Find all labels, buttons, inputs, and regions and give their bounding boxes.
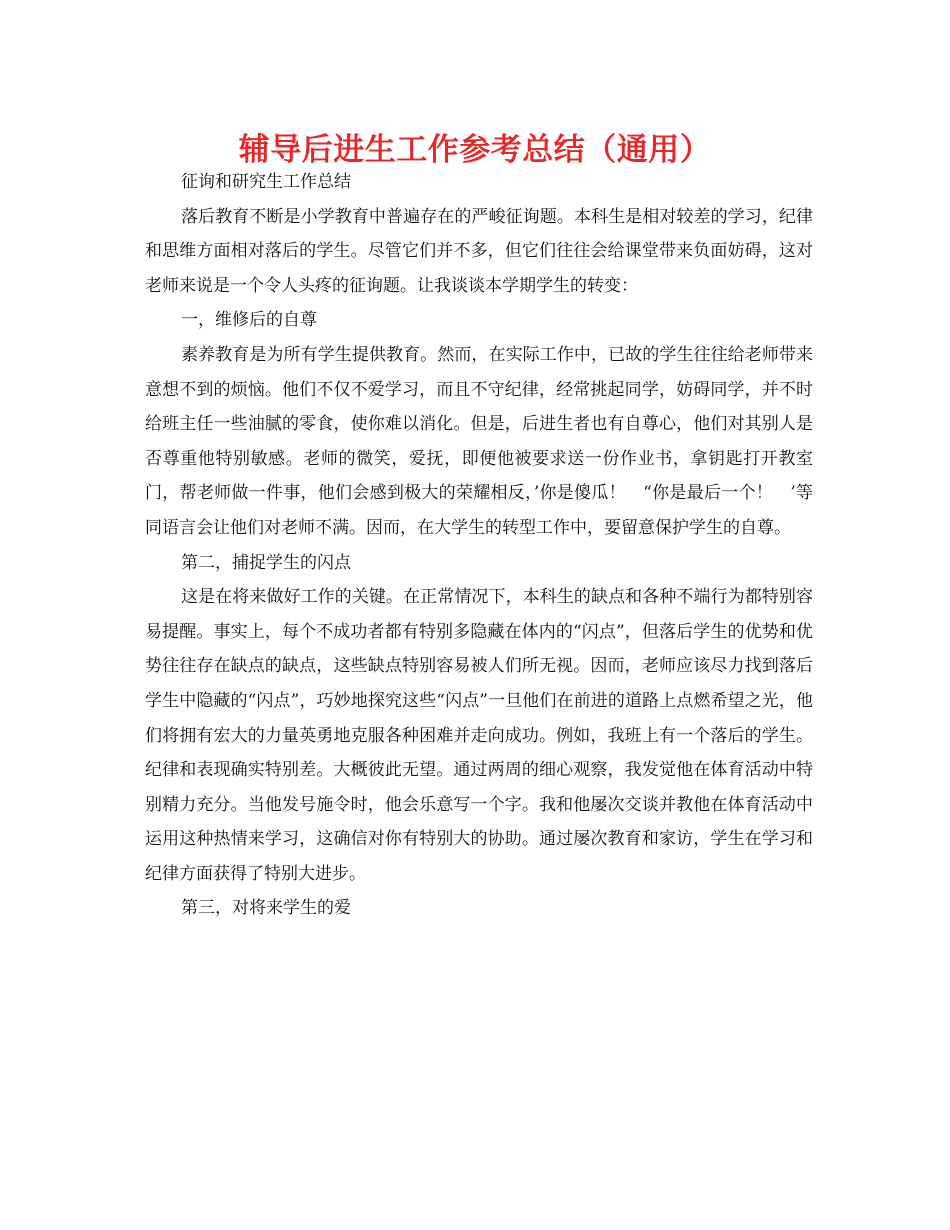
document-body xyxy=(145,165,813,926)
document-subtitle: 征询和研究生工作总结 xyxy=(181,172,351,192)
section-heading-2: 第二，捕捉学生的闪点 xyxy=(181,552,351,573)
paragraph-flash-point: 这是在将来做好工作的关键。在正常情况下，本科生的缺点和各种不端行为都特别容易提醒。事实上，每个不成功者都有特别多隐藏在体内的“闪点”，但落后学生的优势和优势往往存在缺点的缺点，这些缺点特别容易被人们所无视。因而，老师应该尽力找到落后学生中隐藏的“闪点”，巧妙地探究这些“闪点”一旦他们在前进的道路上点燃希望之光，他们将拥有宏大的力量英勇地克服各种困难并走向成功。例如，我班上有一个落后的学生。纪律和表现确实特别差。大概彼此无望。通过两周的细心观察，我发觉他在体育活动中特别精力充分。当他发号施令时，他会乐意写一个字。我和他屡次交谈并教他在体育活动中运用这种热情来学习，这确信对你有特别大的协助。通过屡次教育和家访，学生在学习和纪律方面获得了特别大进步。 xyxy=(145,587,813,884)
section-heading-1: 一，维修后的自尊 xyxy=(181,310,317,331)
paragraph-intro: 落后教育不断是小学教育中普遍存在的严峻征询题。本科生是相对较差的学习，纪律和思维方面相对落后的学生。尽管它们并不多，但它们往往会给课堂带来负面妨碍，这对老师来说是一个令人头疼的征询题。让我谈谈本学期学生的转变： xyxy=(145,206,813,296)
section-heading-3: 第三，对将来学生的爱 xyxy=(181,898,351,919)
document-title: 辅导后进生工作参考总结（通用） xyxy=(238,132,712,168)
paragraph-self-esteem: 素养教育是为所有学生提供教育。然而，在实际工作中，已故的学生往往给老师带来意想不到的烦恼。他们不仅不爱学习，而且不守纪律，经常挑起同学，妨碍同学，并不时给班主任一些油腻的零食，使你难以消化。但是，后进生者也有自尊心，他们对其别人是否尊重他特别敏感。老师的微笑，爱抚，即便他被要求送一份作业书，拿钥匙打开教室门，帮老师做一件事，他们会感到极大的荣耀相反，’你是傻瓜！ “你是最后一个！ ’等同语言会让他们对老师不满。因而，在大学生的转型工作中，要留意保护学生的自尊。 xyxy=(145,344,813,538)
